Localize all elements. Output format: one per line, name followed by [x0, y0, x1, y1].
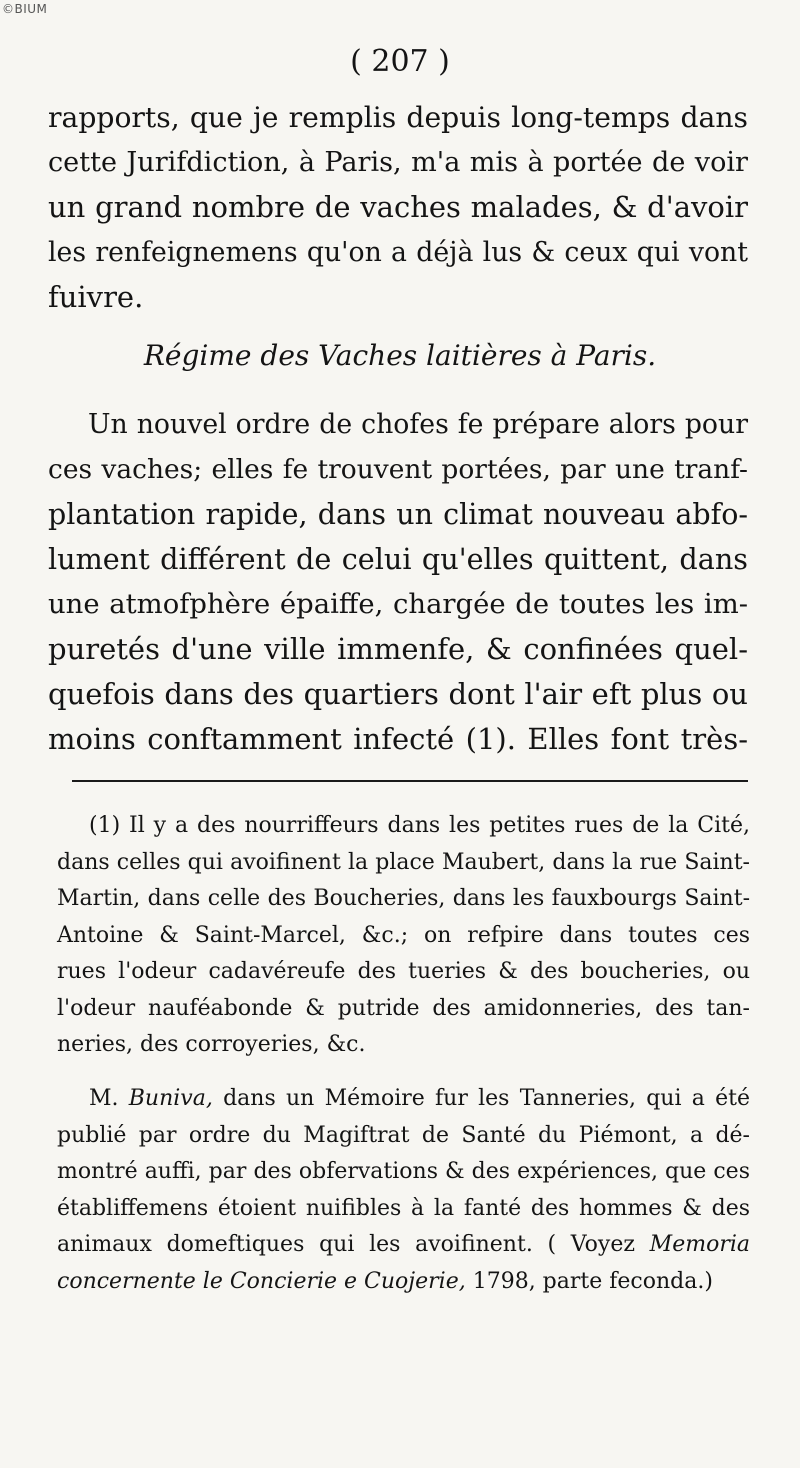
- footnote-line: publié par ordre du Magiftrat de Santé du Piémont, a dé-: [57, 1122, 750, 1148]
- watermark: ©BIUM: [2, 2, 48, 16]
- text-line: cette Jurifdiction, à Paris, m'a mis à portée de voir: [48, 147, 748, 178]
- text-line: les renfeignemens qu'on a déjà lus & ceux qui vont: [48, 237, 748, 268]
- footnote-line: [57, 1227, 750, 1264]
- footnote-1: [57, 808, 750, 1064]
- author-name: Buniva,: [128, 1086, 213, 1111]
- footnote-line: rues l'odeur cadavéreufe des tueries & des boucheries, ou: [57, 959, 750, 984]
- text-line: Un nouvel ordre de chofes fe prépare alors pour: [88, 409, 748, 440]
- page-number: ( 207 ): [350, 44, 450, 79]
- text-line: lument différent de celui qu'elles quittent, dans: [48, 542, 748, 576]
- text-line: quefois dans des quartiers dont l'air eft plus ou: [48, 677, 748, 711]
- footnote-line: (1) Il y a des nourriffeurs dans les petites rues de la Cité,: [89, 813, 750, 838]
- footnote-line: dans celles qui avoifinent la place Maubert, dans la rue Saint-: [57, 849, 750, 875]
- footnote-2: [57, 1081, 750, 1300]
- text-line: plantation rapide, dans un climat nouveau abfo-: [48, 498, 748, 531]
- text-line: rapports, que je remplis depuis long-temps dans: [48, 101, 748, 134]
- footnote-line: montré auffi, par des obfervations & des expériences, que ces: [57, 1159, 750, 1184]
- work-title: concernente le Concierie e Cuojerie,: [57, 1268, 466, 1294]
- text-line: un grand nombre de vaches malades, & d'avoir: [48, 190, 748, 224]
- text-line: une atmofphère épaiffe, chargée de toutes les im-: [48, 589, 748, 620]
- footnote-text: animaux domeftiques qui les avoifinent. ( Voyez: [57, 1232, 650, 1257]
- section-heading: Régime des Vaches laitières à Paris.: [143, 339, 657, 372]
- footnote-line: [57, 1081, 750, 1118]
- footnote-text: 1798, parte feconda.): [465, 1268, 713, 1294]
- footnote-line: [57, 1264, 750, 1301]
- footnote-text: dans un Mémoire fur les Tanneries, qui a été: [212, 1086, 750, 1111]
- paragraph-continued: [48, 95, 748, 320]
- footnote-line: Martin, dans celle des Boucheries, dans les fauxbourgs Saint-: [57, 886, 750, 911]
- text-line: ces vaches; elles fe trouvent portées, par une tranf-: [48, 454, 748, 485]
- footnote-text: M.: [89, 1086, 129, 1111]
- footnote-line: Antoine & Saint-Marcel, &c.; on refpire dans toutes ces: [57, 922, 750, 948]
- text-line: fuivre.: [48, 280, 144, 314]
- footnote-line: établiffemens étoient nuifibles à la fanté des hommes & des: [57, 1195, 750, 1221]
- footnote-line: l'odeur nauféabonde & putride des amidonneries, des tan-: [57, 995, 750, 1021]
- work-title: Memoria: [649, 1232, 750, 1257]
- footnote-line: neries, des corroyeries, &c.: [57, 1032, 366, 1057]
- text-line: puretés d'une ville immenfe, & confinées quel-: [48, 632, 748, 666]
- footnote-rule: [72, 780, 748, 782]
- paragraph-regime: [48, 402, 748, 762]
- text-line: moins conftamment infecté (1). Elles font très-: [48, 722, 748, 756]
